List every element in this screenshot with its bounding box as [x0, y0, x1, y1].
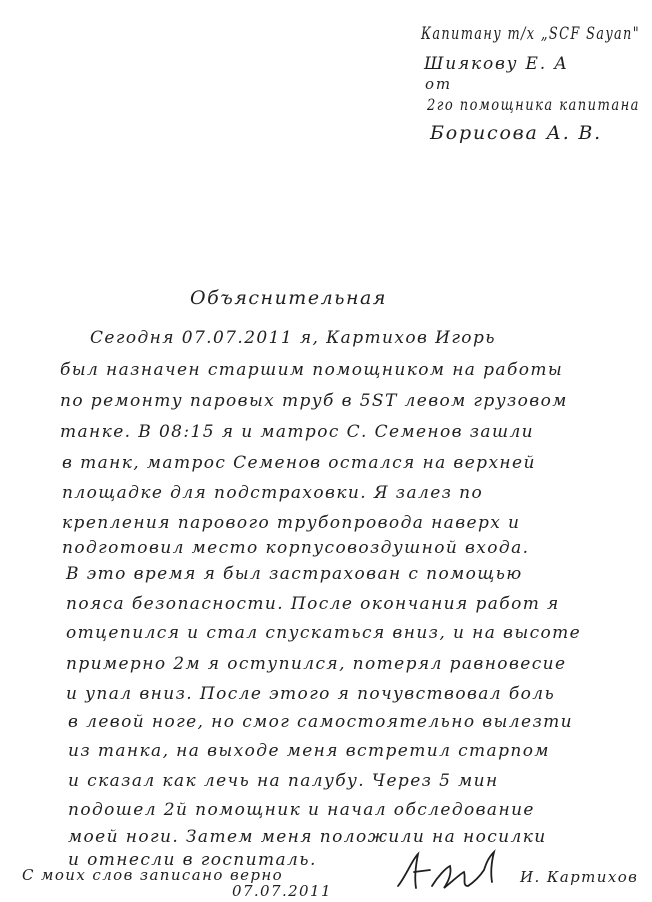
body-line: танке. В 08:15 я и матрос С. Семенов зашли: [60, 422, 535, 442]
document-title: Объяснительная: [190, 287, 387, 309]
body-line: отцепился и стал спускаться вниз, и на высоте: [66, 623, 582, 643]
body-line: подошел 2й помощник и начал обследование: [68, 800, 535, 820]
body-line: в левой ноге, но смог самостоятельно вылезти: [68, 712, 574, 732]
signer-name: И. Картихов: [520, 868, 639, 886]
closing-statement: С моих слов записано верно: [22, 866, 284, 884]
signature: [392, 846, 522, 896]
addressee-line-sender-rank: 2го помощника капитана: [427, 95, 640, 114]
body-line: пояса безопасности. После окончания работ я: [66, 594, 560, 614]
body-line: крепления парового трубопровода наверх и: [62, 513, 521, 533]
body-line: площадке для подстраховки. Я залез по: [62, 483, 484, 503]
body-line: примерно 2м я оступился, потерял равновесие: [66, 654, 567, 674]
body-line: подготовил место корпусовоздушной входа.: [62, 538, 530, 558]
body-line: и упал вниз. После этого я почувствовал боль: [66, 684, 556, 704]
body-line: и сказал как лечь на палубу. Через 5 мин: [68, 771, 499, 791]
body-line: моей ноги. Затем меня положили на носилки: [68, 827, 547, 847]
addressee-line-captain-name: Шиякову Е. А: [424, 54, 569, 74]
addressee-line-captain: Капитану т/х „SCF Sayan": [421, 24, 640, 44]
body-line: по ремонту паровых труб в 5ST левом грузовом: [60, 391, 568, 411]
body-line: был назначен старшим помощником на работы: [60, 360, 564, 380]
body-line: из танка, на выходе меня встретил старпом: [68, 741, 550, 761]
addressee-line-from: от: [425, 75, 452, 93]
closing-date: 07.07.2011: [232, 882, 332, 900]
body-line: Сегодня 07.07.2011 я, Картихов Игорь: [90, 328, 496, 348]
body-line: В это время я был застрахован с помощью: [66, 564, 523, 584]
body-line: в танк, матрос Семенов остался на верхней: [62, 453, 536, 473]
addressee-line-sender-name: Борисова А. В.: [430, 122, 602, 144]
body-line: и отнесли в госпиталь.: [68, 850, 317, 870]
